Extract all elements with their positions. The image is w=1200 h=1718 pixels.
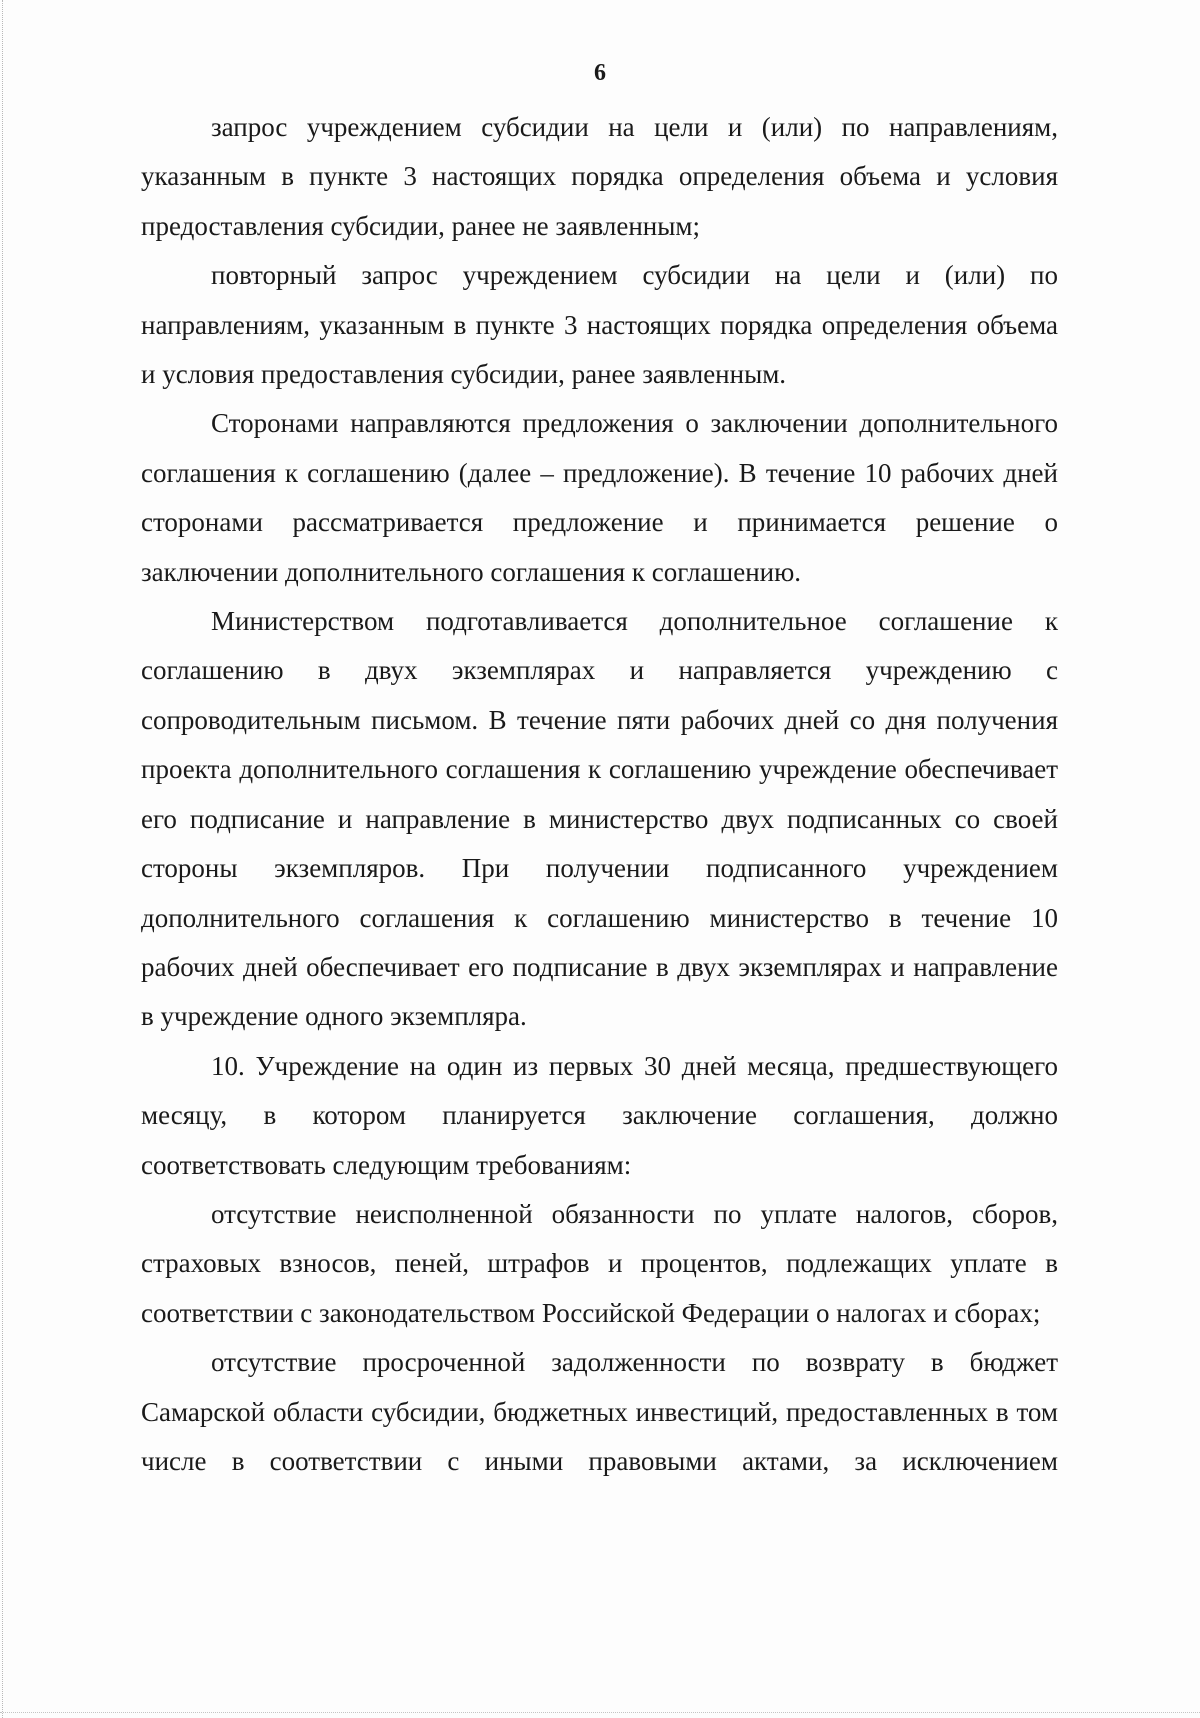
paragraph: Министерством подготавливается дополнительное соглашение к соглашению в двух экземплярах и направляется учреждению с сопроводительным письмом. В течение пяти рабочих дней со дня получения проекта дополнительного соглашения к соглашению учреждение обеспечивает его подписание и направление в министерство двух подписанных со своей стороны экземпляров. При получении подписанного учреждением дополнительного соглашения к соглашению министерство в течение 10 рабочих дней обеспечивает его подписание в двух экземплярах и направление в учреждение одного экземпляра. — [141, 606, 1058, 1032]
scan-bottom-edge — [0, 1712, 1200, 1715]
paragraph: повторный запрос учреждением субсидии на цели и (или) по направлениям, указанным в пункте 3 настоящих порядка определения объема и условия предоставления субсидии, ранее заявленным. — [141, 260, 1058, 390]
paragraph: запрос учреждением субсидии на цели и (или) по направлениям, указанным в пункте 3 настоящих порядка определения объема и условия предоставления субсидии, ранее не заявленным; — [141, 112, 1058, 241]
paragraph: отсутствие неисполненной обязанности по уплате налогов, сборов, страховых взносов, пеней, штрафов и процентов, подлежащих уплате в соответствии с законодательством Российской Федерации о налогах и сборах; — [141, 1198, 1058, 1328]
page-number: 6 — [594, 60, 606, 86]
paragraph: отсутствие просроченной задолженности по возврату в бюджет Самарской области субсидии, бюджетных инвестиций, предоставленных в том числе в соответствии с иными правовыми актами, за исключением — [141, 1347, 1058, 1476]
document-body — [141, 103, 1058, 1486]
paragraph: 10. Учреждение на один из первых 30 дней месяца, предшествующего месяцу, в котором планируется заключение соглашения, должно соответствовать следующим требованиям: — [141, 1050, 1058, 1180]
scan-left-edge — [2, 0, 5, 1718]
paragraph: Сторонами направляются предложения о заключении дополнительного соглашения к соглашению (далее – предложение). В течение 10 рабочих дней сторонами рассматривается предложение и принимается решение о заключении дополнительного соглашения к соглашению. — [141, 408, 1058, 587]
